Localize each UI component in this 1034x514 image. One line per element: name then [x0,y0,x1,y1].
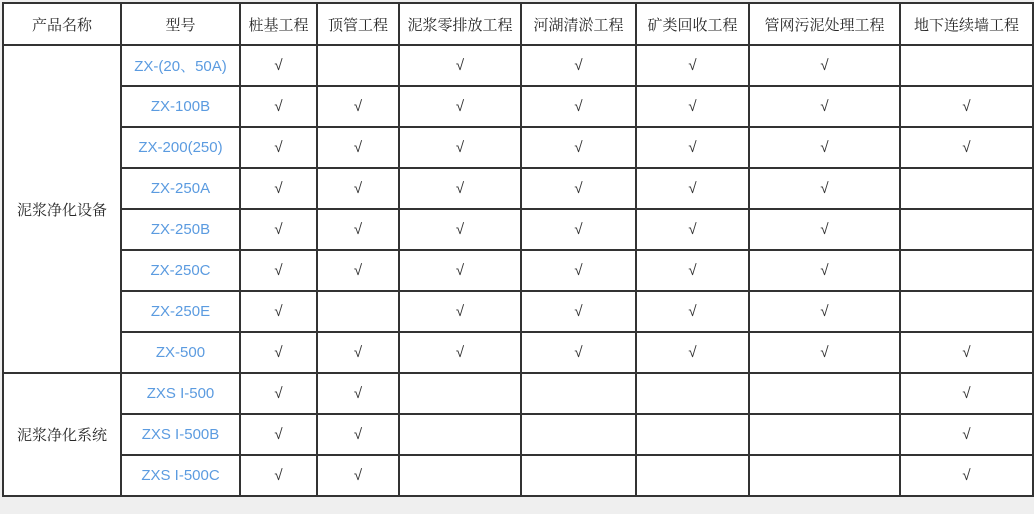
empty-cell [636,455,749,496]
check-cell: √ [240,414,317,455]
check-cell: √ [900,332,1033,373]
table-row [3,373,1033,414]
empty-cell [900,45,1033,86]
check-cell: √ [317,168,399,209]
check-cell: √ [399,250,521,291]
empty-cell [900,250,1033,291]
check-cell: √ [399,168,521,209]
check-cell: √ [240,45,317,86]
check-cell: √ [749,127,900,168]
table-row [3,455,1033,496]
check-cell: √ [521,250,636,291]
check-cell: √ [399,45,521,86]
check-cell: √ [317,209,399,250]
check-cell: √ [521,45,636,86]
product-group-cell: 泥浆净化系统 [3,373,121,496]
model-link[interactable]: ZXS I-500 [121,373,240,414]
table-row [3,45,1033,86]
check-cell: √ [240,455,317,496]
empty-cell [399,414,521,455]
empty-cell [399,455,521,496]
model-link[interactable]: ZX-250E [121,291,240,332]
table-row [3,209,1033,250]
model-link[interactable]: ZXS I-500C [121,455,240,496]
product-application-table [2,2,1034,497]
check-cell: √ [749,45,900,86]
check-cell: √ [636,127,749,168]
header-cell: 矿类回收工程 [636,3,749,45]
check-cell: √ [240,250,317,291]
header-cell: 桩基工程 [240,3,317,45]
empty-cell [521,373,636,414]
table-row [3,291,1033,332]
check-cell: √ [900,373,1033,414]
model-link[interactable]: ZX-200(250) [121,127,240,168]
header-cell: 地下连续墙工程 [900,3,1033,45]
table-row [3,414,1033,455]
check-cell: √ [900,414,1033,455]
check-cell: √ [240,373,317,414]
check-cell: √ [240,209,317,250]
check-cell: √ [399,209,521,250]
empty-cell [900,209,1033,250]
check-cell: √ [749,332,900,373]
check-cell: √ [317,86,399,127]
table-row [3,127,1033,168]
check-cell: √ [521,209,636,250]
check-cell: √ [521,291,636,332]
check-cell: √ [317,414,399,455]
check-cell: √ [521,332,636,373]
header-cell: 河湖清淤工程 [521,3,636,45]
header-row [3,3,1033,45]
check-cell: √ [399,332,521,373]
check-cell: √ [521,127,636,168]
check-cell: √ [399,127,521,168]
check-cell: √ [636,291,749,332]
check-cell: √ [636,45,749,86]
check-cell: √ [636,86,749,127]
check-cell: √ [900,127,1033,168]
empty-cell [317,291,399,332]
header-cell: 管网污泥处理工程 [749,3,900,45]
check-cell: √ [399,291,521,332]
check-cell: √ [317,127,399,168]
header-cell: 顶管工程 [317,3,399,45]
check-cell: √ [240,291,317,332]
model-link[interactable]: ZXS I-500B [121,414,240,455]
header-cell: 产品名称 [3,3,121,45]
header-cell: 泥浆零排放工程 [399,3,521,45]
table-row [3,168,1033,209]
check-cell: √ [900,455,1033,496]
product-group-cell: 泥浆净化设备 [3,45,121,373]
check-cell: √ [636,209,749,250]
model-link[interactable]: ZX-100B [121,86,240,127]
check-cell: √ [749,209,900,250]
model-link[interactable]: ZX-250B [121,209,240,250]
check-cell: √ [399,86,521,127]
table-row [3,86,1033,127]
table-row [3,332,1033,373]
model-link[interactable]: ZX-(20、50A) [121,45,240,86]
check-cell: √ [317,250,399,291]
check-cell: √ [317,455,399,496]
check-cell: √ [240,168,317,209]
check-cell: √ [749,250,900,291]
check-cell: √ [900,86,1033,127]
empty-cell [636,373,749,414]
empty-cell [749,373,900,414]
check-cell: √ [749,86,900,127]
empty-cell [749,414,900,455]
check-cell: √ [317,332,399,373]
empty-cell [399,373,521,414]
check-cell: √ [240,332,317,373]
empty-cell [636,414,749,455]
empty-cell [749,455,900,496]
check-cell: √ [521,86,636,127]
model-link[interactable]: ZX-500 [121,332,240,373]
check-cell: √ [317,373,399,414]
check-cell: √ [749,291,900,332]
empty-cell [900,168,1033,209]
check-cell: √ [636,168,749,209]
check-cell: √ [240,127,317,168]
check-cell: √ [636,250,749,291]
empty-cell [521,414,636,455]
check-cell: √ [749,168,900,209]
empty-cell [317,45,399,86]
model-link[interactable]: ZX-250A [121,168,240,209]
check-cell: √ [240,86,317,127]
header-cell: 型号 [121,3,240,45]
empty-cell [900,291,1033,332]
model-link[interactable]: ZX-250C [121,250,240,291]
table-row [3,250,1033,291]
check-cell: √ [636,332,749,373]
empty-cell [521,455,636,496]
check-cell: √ [521,168,636,209]
